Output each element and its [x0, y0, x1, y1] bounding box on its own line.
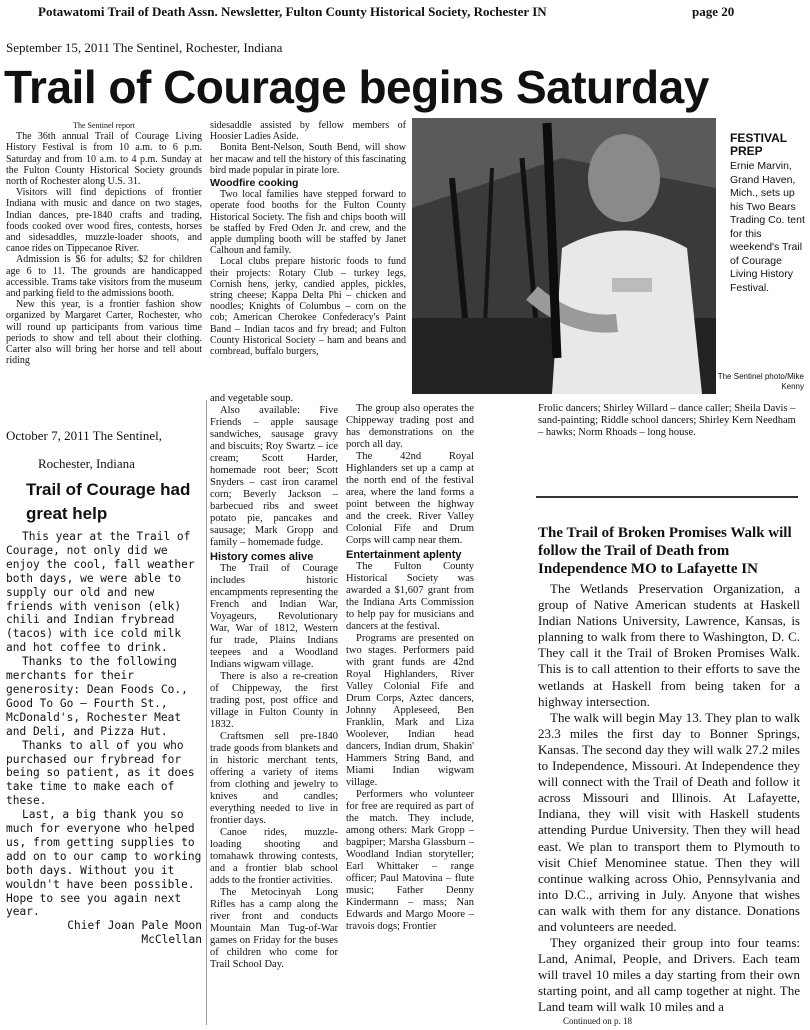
- paragraph: The Wetlands Preservation Organization, a group of Native American students at Haskell Indian Nations University, Lawrence, Kansas, is planning to walk from there to Washington, D. C. They call it the Trail of Broken Promises Walk. This is to call attention to their efforts to save the wetlands at Haskell from being taken for a highway intersection.: [538, 581, 800, 709]
- paragraph: Visitors will find depictions of frontier Indiana with music and dance on two stages, Indian dances, pre-1840 crafts and trading, foods cooked over wood fires, contests, horses and sidesaddles, muzzle-loader shoots, and canoe rides on Tippecanoe River.: [6, 187, 202, 255]
- paragraph: The Metocinyah Long Rifles has a camp along the river front and conducts Mountain Man Tug-of-War games on Friday for the buses of children who come for Trail School Day.: [210, 887, 338, 970]
- section-divider: [536, 496, 798, 498]
- newsletter-header: Potawatomi Trail of Death Assn. Newsletter, Fulton County Historical Society, Rochester IN: [38, 4, 547, 19]
- paragraph: and vegetable soup.: [210, 393, 294, 404]
- article2-headline: Trail of Courage had great help: [26, 480, 191, 523]
- photo-credit: The Sentinel photo/Mike Kenny: [717, 372, 804, 391]
- page-number: page 20: [692, 4, 735, 19]
- column-rule: [206, 400, 207, 1025]
- paragraph: The walk will begin May 13. They plan to walk 23.3 miles the first day to Bonner Springs, Kansas. The second day they will walk 27.2 miles to Independence, Missouri. At Independence they will connect with the Trail of Death and follow it across Missouri and Illinois. At Lafayette, Indiana, they will visit with Haskell students attending Purdue University. Then they will head east. We plan to transport them to Plymouth to visit Chief Menominee statue. Then they will continue walking across Ohio, Pennsylvania and into D.C., arriving in July. Anyone that wishes can walk with them for any distance. Donations and volunteers are needed.: [538, 709, 800, 934]
- article1-column-4: Frolic dancers; Shirley Willard – dance caller; Sheila Davis – sand-painting; Riddle school dancers; Shirley Kern Needham – hawks; Norm Rhoads – long house.: [538, 403, 796, 438]
- paragraph: Also available: Five Friends – apple sausage sandwiches, sausage gravy and biscuits; Roy Swartz – ice cream; Scott Harder, homemade root beer; Scott Snyders – cast iron caramel corn; Beverly Jackson – barbecued ribs and sweet potato pie, pancakes and sausage; Mark Gropp and family – homemade fudge.: [210, 405, 338, 548]
- paragraph: Thanks to the following merchants for their generosity: Dean Foods Co., Good To Go – Fourth St., McDonald's, Rochester Meat and Deli, and Pizza Hut.: [6, 655, 188, 738]
- byline: The Sentinel report: [73, 121, 135, 130]
- paragraph: The Trail of Courage includes historic encampments representing the French and Indian War, Voyageurs, Revolutionary War, War of 1812, Western fur trade, Plains Indians teepees and a Woodland Indians wigwam village.: [210, 563, 338, 670]
- article3-headline: The Trail of Broken Promises Walk will follow the Trail of Death from Independence MO to Lafayette IN: [538, 525, 792, 577]
- photo-illustration: [412, 118, 716, 394]
- subhead: Woodfire cooking: [210, 177, 299, 190]
- paragraph: The 42nd Royal Highlanders set up a camp at the north end of the festival area, where the land forms a point between the highway and the creek. River Valley Colonial Fife and Drum Corps will camp near them.: [346, 451, 474, 546]
- paragraph: New this year, is a frontier fashion show organized by Margaret Carter, Rochester, who will round up participants from various time periods to show and tell about their clothing. Carter also will bring her horse and tell about riding: [6, 299, 202, 367]
- paragraph: sidesaddle assisted by fellow members of Hoosier Ladies Aside.: [210, 120, 406, 143]
- paragraph: There is also a re-creation of Chippeway, the first trading post, post office and village in Fulton County in 1832.: [210, 671, 338, 730]
- paragraph: Admission is $6 for adults; $2 for children age 6 to 11. The grounds are handicapped accessible. Trams take visitors from the museum and parking field to the admissions booth.: [6, 254, 202, 300]
- photo-caption-title: FESTIVAL PREP: [730, 131, 787, 158]
- paragraph: This year at the Trail of Courage, not only did we enjoy the cool, fall weather both days, we were able to supply our old and new friends with venison (elk) chili and Indian frybread (tacos) with ice cold milk and hot coffee to drink.: [6, 530, 195, 655]
- paragraph: Canoe rides, muzzle-loading shooting and tomahawk throwing contests, and a frontier blab school adds to the frontier activities.: [210, 827, 338, 886]
- article1-headline: Trail of Courage begins Saturday: [4, 61, 709, 113]
- paragraph: Thanks to all of you who purchased our frybread for being so patient, as it does take time to make each of these.: [6, 738, 195, 808]
- paragraph: They organized their group into four teams: Land, Animal, People, and Drivers. Each team will travel 10 miles a day starting from their own starting point, and all camp together at night. The Land team will walk 10 miles and a: [538, 935, 800, 1015]
- paragraph: Performers who volunteer for free are required as part of the match. They include, among others: Mark Gropp – bagpiper; Marsha Glassburn – Woodland Indian storyteller; Earl Whittaker – range officer; Paul Matovina – flute music; Father Denny Kindermann – mass; Nan Edwards and Margo Moore – travois dogs; Frontier: [346, 789, 474, 932]
- article1-dateline: September 15, 2011 The Sentinel, Rochester, Indiana: [6, 40, 283, 55]
- signature-line: McClellan: [141, 933, 202, 947]
- festival-photo: [412, 118, 716, 394]
- article3-body: [538, 581, 800, 1016]
- paragraph: Local clubs prepare historic foods to fund their projects: Rotary Club – turkey legs, Cornish hens, jerky, candied apples, pickles, string cheese; Kappa Delta Phi – chicken and noodles; Knights of Columbus – corn on the cob; American Cherokee Confederacy's Paint Band – Indian tacos and fry bread; and Fulton County Historical Society – ham and beans and cornbread, buffalo burgers,: [210, 256, 406, 358]
- paragraph: Two local families have stepped forward to operate food booths for the Fulton County Historical Society. The fish and chips booth will be staffed by Fred Oden Jr. and crew, and the apple dumpling booth will be staffed by Janet Calhoun and family.: [210, 189, 406, 257]
- article1-column-1: [6, 120, 202, 366]
- paragraph: Bonita Bent-Nelson, South Bend, will show her macaw and tell the history of this fascinating bird made popular in pirate lore.: [210, 142, 406, 176]
- paragraph: Craftsmen sell pre-1840 trade goods from blankets and in historic merchant tents, offering a variety of items from clothing and jewelry to knives and candles; everything needed to live in frontier days.: [210, 731, 338, 826]
- photo-caption: Ernie Marvin, Grand Haven, Mich., sets up his Two Bears Trading Co. tent for this weekend's Trail of Courage Living History Festival.: [730, 160, 805, 294]
- article2-body: [6, 530, 202, 947]
- continued-note: Continued on p. 18: [563, 1016, 632, 1026]
- paragraph: The Fulton County Historical Society was awarded a $1,607 grant from the Indiana Arts Commission to help pay for musicians and dancers at the festival.: [346, 561, 474, 632]
- article1-column-2: [210, 120, 406, 357]
- subhead: Entertainment aplenty: [346, 549, 462, 561]
- paragraph: The group also operates the Chippeway trading post and has demonstrations on the porch all day.: [346, 403, 474, 450]
- paragraph: Last, a big thank you so much for everyone who helped us, from getting supplies to add on to our camp to working both days. Without you it wouldn't have been possible. Hope to see you again next year.: [6, 808, 202, 919]
- article1-column-3: [346, 403, 474, 933]
- paragraph: Programs are presented on two stages. Performers paid with grant funds are 42nd Royal Highlanders, River Valley Colonial Fife and Drum Corps, Aztec dancers, Johnny Appleseed, Ben Franklin, Mark and Liza Woolever, Indian head dancers, Indian drum, Shakin' Hammers String Band, and Miami Indian wigwam village.: [346, 633, 474, 788]
- article2-place: Rochester, Indiana: [38, 456, 135, 471]
- article1-column-2-continued: [210, 393, 338, 971]
- subhead: History comes alive: [210, 551, 314, 563]
- article2-dateline: October 7, 2011 The Sentinel,: [6, 428, 162, 443]
- article2-column: [6, 478, 202, 947]
- signature-line: Chief Joan Pale Moon: [67, 919, 202, 933]
- paragraph: The 36th annual Trail of Courage Living History Festival is from 10 a.m. to 6 p.m. Saturday and from 10 a.m. to 4 p.m. Sunday at the Fulton County Historical Society grounds north of Rochester along U.S. 31.: [6, 131, 202, 188]
